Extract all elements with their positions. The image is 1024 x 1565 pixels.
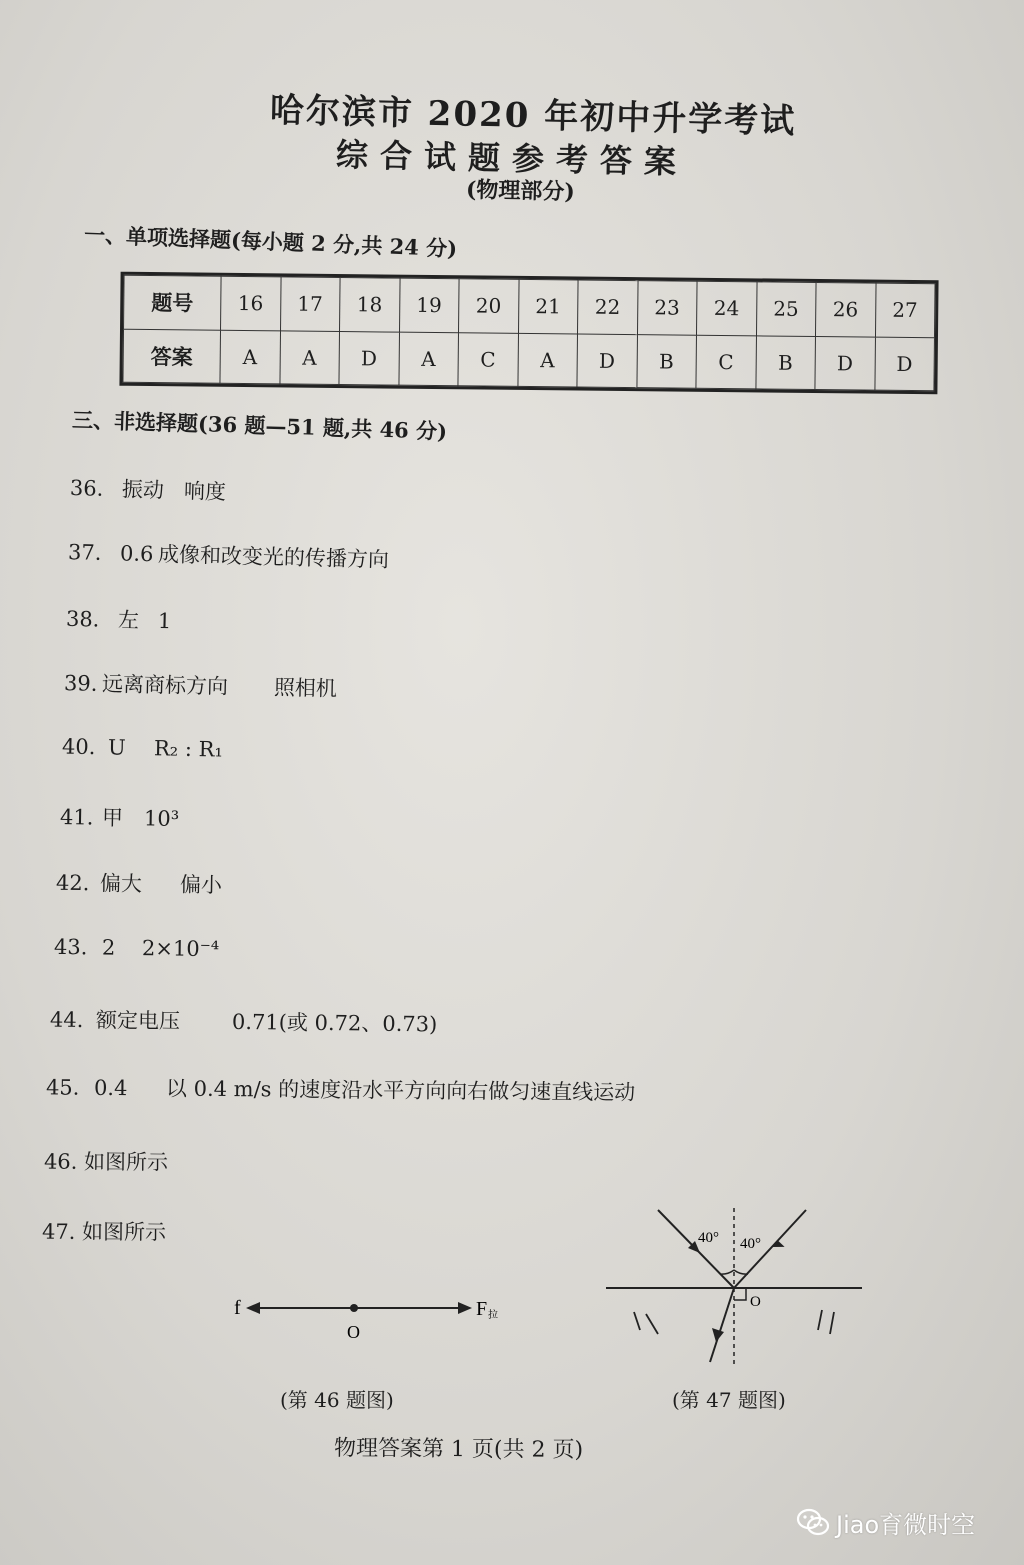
answer-part: 振动 <box>121 477 165 503</box>
right-arrowhead-icon <box>458 1302 472 1314</box>
origin-label: O <box>347 1322 360 1342</box>
question-number: 20 <box>459 279 519 333</box>
answer-part: 0.6 <box>119 541 154 567</box>
answer-cell: B <box>636 334 696 388</box>
refracted-ray <box>710 1288 734 1362</box>
answer-cell: A <box>279 330 339 384</box>
answer-42 <box>56 867 222 900</box>
answer-number: 39. <box>63 671 98 696</box>
answer-part: 2×10⁻⁴ <box>141 936 220 962</box>
answer-number: 37. <box>67 540 102 565</box>
hatch-mark <box>634 1312 640 1330</box>
wechat-icon <box>796 1507 830 1537</box>
answer-part: 2 <box>101 935 116 960</box>
answer-part: 偏小 <box>179 872 223 898</box>
question-number: 23 <box>637 281 697 335</box>
table-row-answers <box>123 329 935 391</box>
answer-47 <box>42 1216 166 1247</box>
answer-number: 43. <box>53 934 88 960</box>
answer-cell: B <box>755 335 815 389</box>
row-label-number: 题号 <box>124 275 222 330</box>
answer-number: 38. <box>65 606 100 632</box>
question-number: 24 <box>696 281 756 335</box>
answer-38 <box>66 603 172 635</box>
angle-label-left: 40° <box>698 1230 719 1246</box>
question-number: 25 <box>756 282 816 336</box>
section-1-heading: 一、单项选择题(每小题 2 分,共 24 分) <box>83 221 458 262</box>
fig47-caption: (第 47 题图) <box>672 1388 786 1412</box>
question-number: 27 <box>875 283 935 337</box>
answer-cell: C <box>458 332 518 386</box>
answer-part: U <box>107 735 126 760</box>
answer-39 <box>64 667 338 703</box>
answer-cell: D <box>815 336 875 390</box>
answer-number: 42. <box>55 870 90 896</box>
question-number: 21 <box>518 279 578 333</box>
answer-part: 左 <box>117 607 140 633</box>
row-label-answer: 答案 <box>123 329 221 384</box>
answer-part: 响度 <box>183 479 227 505</box>
title-line-1: 哈尔滨市 2020 年初中升学考试 <box>269 90 797 142</box>
answer-part: 1 <box>157 608 172 634</box>
right-angle-marker <box>734 1288 746 1300</box>
answer-number: 45. <box>45 1075 80 1100</box>
answer-number: 44. <box>49 1007 84 1033</box>
answer-part: 如图所示 <box>83 1149 169 1175</box>
answer-cell: A <box>398 332 458 386</box>
answer-part: 0.4 <box>93 1075 128 1101</box>
fig46-caption: (第 46 题图) <box>280 1388 394 1412</box>
answer-part: 0.71(或 0.72、0.73) <box>231 1009 438 1037</box>
answer-44 <box>50 1004 438 1039</box>
table-row-numbers <box>124 275 936 337</box>
answer-part: R₂ : R₁ <box>153 736 224 762</box>
force-label-F: F <box>476 1298 488 1320</box>
answer-part: 额定电压 <box>95 1008 181 1034</box>
force-label-sub: 拉 <box>488 1310 498 1321</box>
answer-number: 46. <box>43 1149 78 1174</box>
answer-part: 以 0.4 m/s 的速度沿水平方向向右做匀速直线运动 <box>165 1076 636 1105</box>
angle-arc-left <box>720 1270 734 1274</box>
question-number: 22 <box>577 280 637 334</box>
fig47-light-diagram <box>600 1196 870 1376</box>
origin-label: O <box>750 1294 761 1310</box>
answer-cell: A <box>220 330 280 384</box>
hatch-mark <box>830 1312 834 1334</box>
answer-part: 甲 <box>101 805 124 831</box>
answer-table <box>119 272 938 395</box>
question-number: 18 <box>340 278 400 332</box>
answer-part: 10³ <box>143 806 180 832</box>
answer-number: 36. <box>69 475 104 501</box>
title-line-2: 综合试题参考答案 <box>335 135 689 182</box>
center-point <box>350 1304 358 1312</box>
page-footer: 物理答案第 1 页(共 2 页) <box>333 1436 584 1463</box>
answer-cell: A <box>517 333 577 387</box>
answer-part: 如图所示 <box>81 1219 167 1245</box>
angle-label-right: 40° <box>740 1236 761 1252</box>
answer-part: 远离商标方向 <box>101 671 229 699</box>
watermark <box>796 1502 1006 1542</box>
answer-43 <box>54 935 220 961</box>
subtitle: (物理部分) <box>465 176 576 206</box>
answer-cell: D <box>874 337 934 391</box>
watermark-text: Jiao育微时空 <box>836 1510 976 1539</box>
force-label-f: f <box>234 1297 241 1319</box>
answer-45 <box>46 1071 635 1106</box>
answer-part: 成像和改变光的传播方向 <box>157 542 390 572</box>
answer-37 <box>68 536 390 574</box>
answer-number: 47. <box>41 1219 76 1244</box>
hatch-mark <box>818 1310 822 1330</box>
answer-cell: D <box>577 334 637 388</box>
fig46-force-diagram <box>220 1286 520 1356</box>
angle-arc-right <box>734 1270 748 1274</box>
question-number: 19 <box>399 278 459 332</box>
answer-number: 41. <box>59 804 94 830</box>
question-number: 26 <box>815 283 875 337</box>
section-2-heading: 三、非选择题(36 题—51 题,共 46 分) <box>71 407 448 444</box>
answer-40 <box>62 734 223 761</box>
answer-41 <box>60 801 180 833</box>
answer-46 <box>44 1146 168 1177</box>
answer-number: 40. <box>61 734 96 760</box>
left-arrowhead-icon <box>246 1302 260 1314</box>
answer-part: 偏大 <box>99 871 143 897</box>
answer-part: 照相机 <box>273 675 338 701</box>
question-number: 17 <box>280 277 340 331</box>
hatch-mark <box>646 1314 658 1334</box>
answer-cell: D <box>339 331 399 385</box>
answer-36 <box>70 472 227 506</box>
question-number: 16 <box>221 276 281 330</box>
answer-cell: C <box>696 335 756 389</box>
